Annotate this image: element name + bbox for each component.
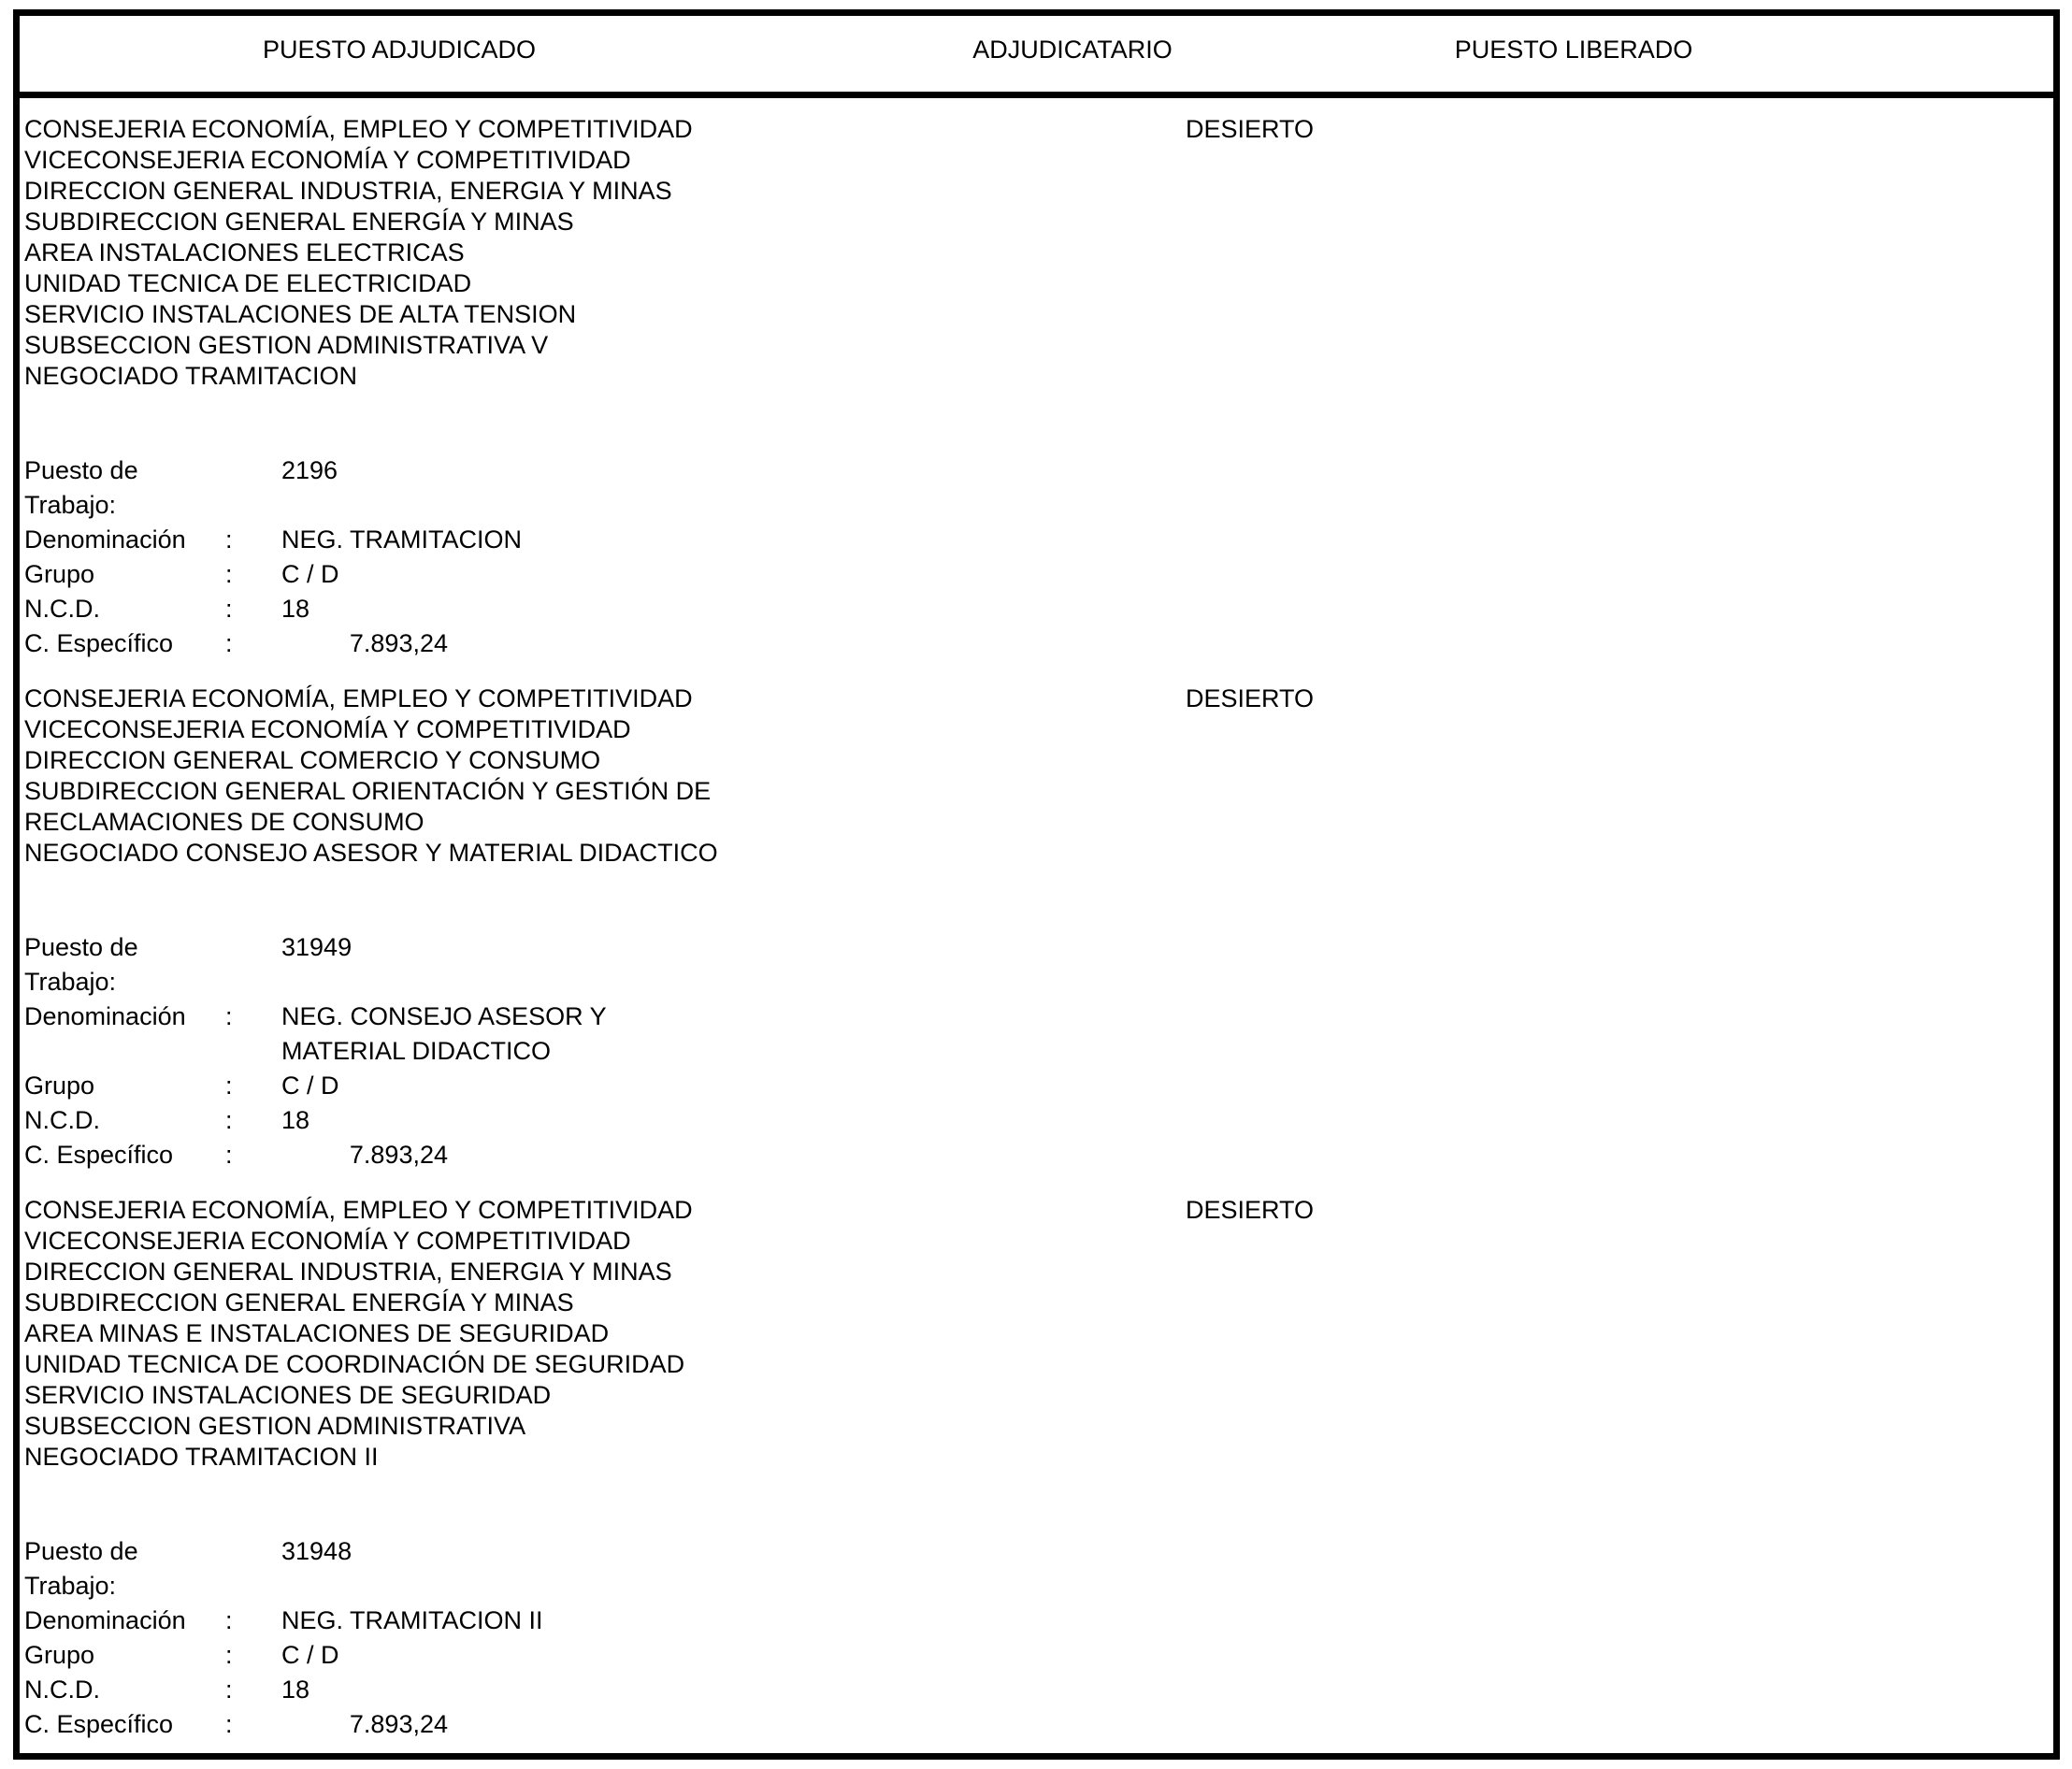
org-hierarchy (24, 1195, 2053, 1473)
adjudicatario-value: DESIERTO (1186, 684, 1315, 712)
org-line: VICECONSEJERIA ECONOMÍA Y COMPETITIVIDAD (24, 146, 631, 174)
detail-label: Grupo (24, 1071, 95, 1100)
org-line: AREA MINAS E INSTALACIONES DE SEGURIDAD (24, 1319, 610, 1347)
detail-label: N.C.D. (24, 1676, 100, 1704)
org-line: SUBSECCION GESTION ADMINISTRATIVA (24, 1412, 526, 1440)
detail-value: 7.893,24 (349, 629, 448, 657)
detail-colon: : (225, 525, 233, 554)
detail-value: 31949 (281, 933, 353, 961)
detail-colon: : (225, 1002, 233, 1030)
org-hierarchy (24, 683, 2053, 869)
detail-label: N.C.D. (24, 595, 100, 623)
adjudicatario-value: DESIERTO (1186, 1196, 1315, 1224)
detail-label: N.C.D. (24, 1106, 100, 1134)
detail-label: C. Específico (24, 1141, 174, 1169)
detail-colon: : (225, 1676, 233, 1704)
bulletin-table (13, 9, 2060, 1760)
table-row (24, 114, 2053, 661)
org-hierarchy (24, 114, 2053, 392)
detail-label: Grupo (24, 1641, 95, 1669)
detail-colon: : (225, 1710, 233, 1738)
detail-label: C. Específico (24, 1710, 174, 1738)
table-row (24, 1195, 2053, 1742)
detail-value: NEG. TRAMITACION (281, 525, 523, 554)
org-line: SUBSECCION GESTION ADMINISTRATIVA V (24, 331, 549, 359)
detail-label: Denominación (24, 1606, 186, 1634)
detail-row-grupo (24, 1069, 2053, 1103)
org-line: DIRECCION GENERAL INDUSTRIA, ENERGIA Y MINAS (24, 177, 672, 205)
org-line: VICECONSEJERIA ECONOMÍA Y COMPETITIVIDAD (24, 715, 631, 743)
detail-row-denominacion (24, 1000, 2053, 1069)
detail-row-complemento-especifico (24, 1138, 2053, 1172)
org-line: NEGOCIADO TRAMITACION II (24, 1443, 379, 1471)
detail-row-ncd (24, 592, 2053, 626)
detail-colon: : (225, 1071, 233, 1100)
detail-label: Denominación (24, 525, 186, 554)
table-row (24, 683, 2053, 1172)
column-header-adjudicatario: ADJUDICATARIO (972, 36, 1173, 64)
adjudicatario-value: DESIERTO (1186, 115, 1315, 143)
org-line: AREA INSTALACIONES ELECTRICAS (24, 238, 465, 266)
detail-label: Puesto de Trabajo: (24, 1537, 138, 1600)
detail-label: Puesto de Trabajo: (24, 456, 138, 519)
detail-colon: : (225, 560, 233, 588)
org-line: SUBDIRECCION GENERAL ENERGÍA Y MINAS (24, 1288, 574, 1316)
detail-value: 7.893,24 (349, 1710, 448, 1738)
detail-value: 18 (281, 595, 310, 623)
org-line: UNIDAD TECNICA DE ELECTRICIDAD (24, 269, 472, 297)
org-line: CONSEJERIA ECONOMÍA, EMPLEO Y COMPETITIVIDAD (24, 1196, 693, 1224)
job-details (24, 1534, 2053, 1742)
detail-colon: : (225, 1106, 233, 1134)
org-line: UNIDAD TECNICA DE COORDINACIÓN DE SEGURIDAD (24, 1350, 685, 1378)
detail-row-complemento-especifico (24, 626, 2053, 661)
detail-value: 18 (281, 1106, 310, 1134)
org-line: SERVICIO INSTALACIONES DE SEGURIDAD (24, 1381, 552, 1409)
column-header-puesto-adjudicado: PUESTO ADJUDICADO (262, 36, 537, 64)
org-line: SERVICIO INSTALACIONES DE ALTA TENSION (24, 300, 577, 328)
detail-label: Grupo (24, 560, 95, 588)
detail-row-denominacion (24, 1604, 2053, 1638)
detail-value: NEG. TRAMITACION II (281, 1606, 543, 1634)
org-line: NEGOCIADO TRAMITACION (24, 362, 358, 390)
detail-label: Puesto de Trabajo: (24, 933, 138, 996)
detail-row-ncd (24, 1103, 2053, 1138)
detail-value: 18 (281, 1676, 310, 1704)
detail-row-denominacion (24, 523, 2053, 557)
detail-value: C / D (281, 1641, 339, 1669)
detail-value: 31948 (281, 1537, 353, 1565)
detail-row-puesto (24, 453, 2053, 523)
detail-row-puesto (24, 1534, 2053, 1604)
job-details (24, 930, 2053, 1172)
org-line: DIRECCION GENERAL COMERCIO Y CONSUMO (24, 746, 601, 774)
detail-value: C / D (281, 560, 339, 588)
org-line: NEGOCIADO CONSEJO ASESOR Y MATERIAL DIDACTICO (24, 839, 718, 867)
org-line: DIRECCION GENERAL INDUSTRIA, ENERGIA Y MINAS (24, 1258, 672, 1286)
org-line: SUBDIRECCION GENERAL ENERGÍA Y MINAS (24, 208, 574, 236)
detail-row-ncd (24, 1673, 2053, 1707)
detail-row-grupo (24, 1638, 2053, 1673)
detail-row-puesto (24, 930, 2053, 1000)
org-line: CONSEJERIA ECONOMÍA, EMPLEO Y COMPETITIVIDAD (24, 115, 693, 143)
org-line: RECLAMACIONES DE CONSUMO (24, 808, 424, 836)
detail-colon: : (225, 1606, 233, 1634)
detail-colon: : (225, 1141, 233, 1169)
column-header-puesto-liberado: PUESTO LIBERADO (1454, 36, 1693, 64)
detail-row-complemento-especifico (24, 1707, 2053, 1742)
table-header (20, 16, 2053, 98)
detail-value: NEG. CONSEJO ASESOR Y MATERIAL DIDACTICO (281, 1002, 607, 1065)
org-line: VICECONSEJERIA ECONOMÍA Y COMPETITIVIDAD (24, 1227, 631, 1255)
detail-colon: : (225, 595, 233, 623)
detail-value: C / D (281, 1071, 339, 1100)
detail-colon: : (225, 1641, 233, 1669)
detail-colon: : (225, 629, 233, 657)
org-line: SUBDIRECCION GENERAL ORIENTACIÓN Y GESTIÓN DE (24, 777, 712, 805)
detail-value: 7.893,24 (349, 1141, 448, 1169)
detail-label: C. Específico (24, 629, 174, 657)
detail-label: Denominación (24, 1002, 186, 1030)
job-details (24, 453, 2053, 661)
detail-row-grupo (24, 557, 2053, 592)
org-line: CONSEJERIA ECONOMÍA, EMPLEO Y COMPETITIVIDAD (24, 684, 693, 712)
table-body (20, 98, 2053, 1742)
detail-value: 2196 (281, 456, 338, 484)
